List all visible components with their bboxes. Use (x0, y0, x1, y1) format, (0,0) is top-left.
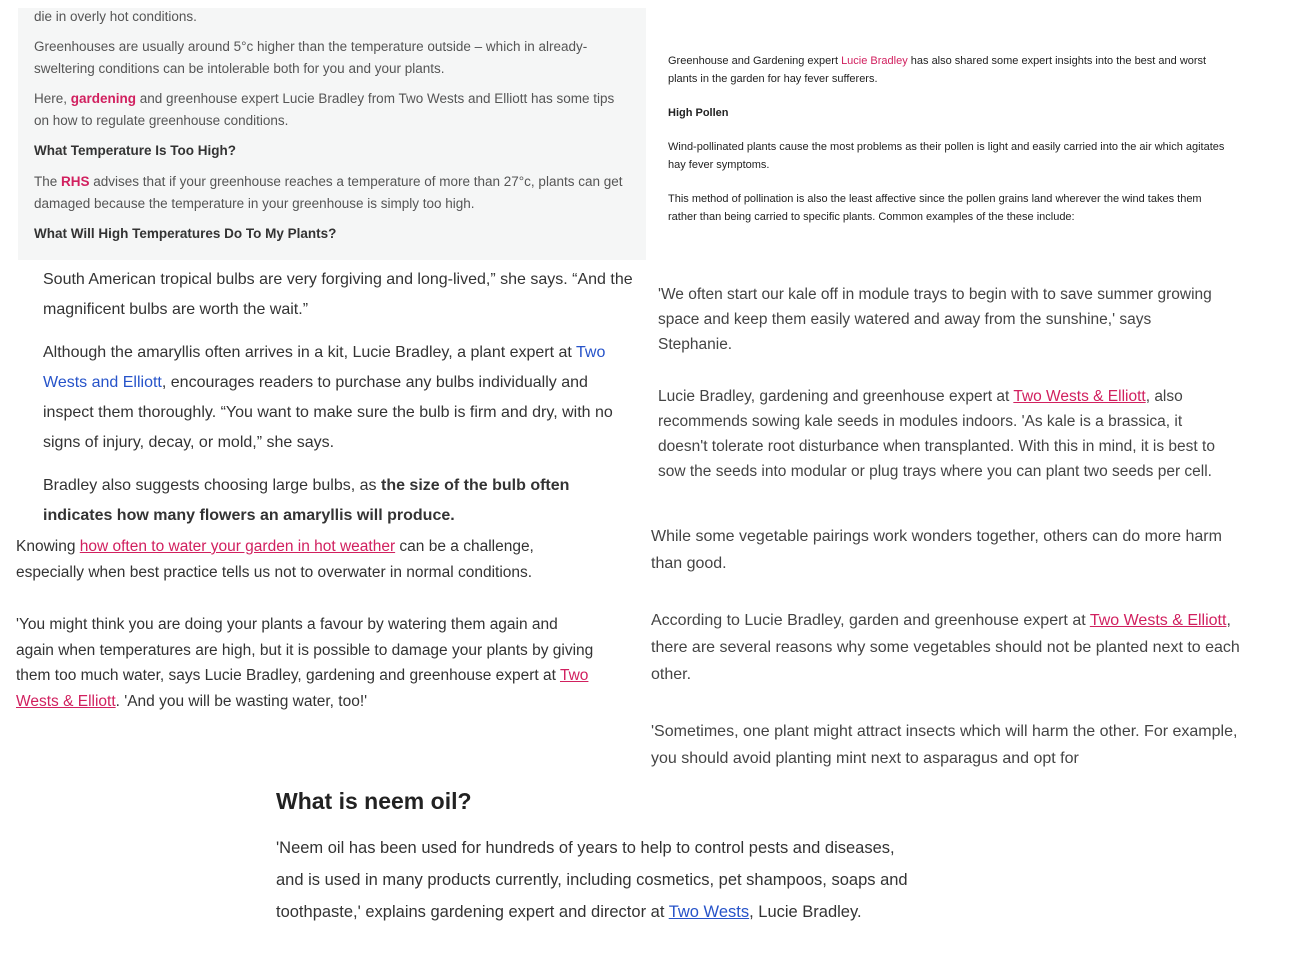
section-heading: What is neem oil? (276, 788, 472, 814)
article-excerpt-neem-oil (276, 784, 916, 928)
paragraph: According to Lucie Bradley, garden and greenhouse expert at Two Wests & Elliott, there are several reasons why some vegetables should not be planted next to each other. (651, 612, 1240, 683)
two-wests-elliott-link[interactable]: Two Wests & Elliott (1089, 612, 1227, 629)
paragraph: 'Neem oil has been used for hundreds of years to help to control pests and diseases, and is used in many products currently, including cosmetics, pet shampoos, soaps and toothpaste,' explains gardening expert and director at Two Wests, Lucie Bradley. (276, 839, 908, 921)
paragraph: While some vegetable pairings work wonders together, others can do more harm than good. (651, 528, 1222, 572)
paragraph: Knowing how often to water your garden in hot weather can be a challenge, especially when best practice tells us not to overwater in normal conditions. (16, 538, 534, 581)
subheading: What Will High Temperatures Do To My Plants? (34, 226, 337, 241)
rhs-link[interactable]: RHS (61, 174, 90, 189)
article-excerpt-watering (16, 534, 596, 741)
paragraph: This method of pollination is also the least affective since the pollen grains land wherever the wind takes them rather than being carried to specific plants. Common examples of the these include: (668, 193, 1202, 223)
paragraph: Wind-pollinated plants cause the most problems as their pollen is light and easily carried into the air which agitates hay fever symptoms. (668, 141, 1225, 171)
paragraph: Bradley also suggests choosing large bulbs, as the size of the bulb often indicates how many flowers an amaryllis will produce. (43, 477, 570, 524)
article-excerpt-amaryllis (43, 265, 643, 544)
lucie-bradley-link[interactable]: Lucie Bradley (841, 55, 908, 67)
paragraph: 'We often start our kale off in module trays to begin with to save summer growing space and keep them easily watered and away from the sunshine,' says Stephanie. (658, 286, 1212, 353)
paragraph: die in overly hot conditions. (34, 9, 197, 24)
article-excerpt-hay-fever (668, 52, 1228, 242)
paragraph: Lucie Bradley, gardening and greenhouse expert at Two Wests & Elliott, also recommends sowing kale seeds in modules indoors. 'As kale is a brassica, it doesn't tolerate root disturbance when transplanted. With this in mind, it is best to sow the seeds into modular or plug trays where you can plant two seeds per cell. (658, 388, 1215, 480)
subheading: What Temperature Is Too High? (34, 143, 237, 158)
article-excerpt-greenhouse-temperature (18, 8, 646, 260)
two-wests-elliott-link[interactable]: Two Wests & Elliott (16, 667, 589, 710)
paragraph: 'You might think you are doing your plants a favour by watering them again and again when temperatures are high, but it is possible to damage your plants by giving them too much water, says Lucie Bradley, gardening and greenhouse expert at Two Wests & Elliott. 'And you will be wasting water, too!' (16, 616, 594, 710)
paragraph: Although the amaryllis often arrives in a kit, Lucie Bradley, a plant expert at Two Wests and Elliott, encourages readers to purchase any bulbs individually and inspect them thoroughly. “You want to make sure the bulb is firm and dry, with no signs of injury, decay, or mold,” she says. (43, 344, 613, 451)
paragraph: Here, gardening and greenhouse expert Lucie Bradley from Two Wests and Elliott has some tips on how to regulate greenhouse conditions. (34, 91, 615, 128)
paragraph: The RHS advises that if your greenhouse reaches a temperature of more than 27°c, plants can get damaged because the temperature in your greenhouse is simply too high. (34, 174, 623, 211)
paragraph: Greenhouses are usually around 5°c higher than the temperature outside – which in already-sweltering conditions can be intolerable both for you and your plants. (34, 39, 588, 76)
gardening-link[interactable]: gardening (70, 91, 137, 106)
subheading: High Pollen (668, 107, 729, 119)
paragraph: South American tropical bulbs are very forgiving and long-lived,” she says. “And the magnificent bulbs are worth the wait.” (43, 271, 633, 318)
two-wests-and-elliott-link[interactable]: Two Wests and Elliott (43, 344, 606, 391)
article-excerpt-kale (658, 282, 1228, 511)
paragraph: Greenhouse and Gardening expert Lucie Bradley has also shared some expert insights into the best and worst plants in the garden for hay fever sufferers. (668, 55, 1207, 85)
article-excerpt-companion-planting (651, 523, 1251, 802)
paragraph: 'Sometimes, one plant might attract insects which will harm the other. For example, you should avoid planting mint next to asparagus and opt for (651, 723, 1238, 767)
two-wests-link[interactable]: Two Wests (668, 903, 750, 921)
two-wests-elliott-link[interactable]: Two Wests & Elliott (1013, 388, 1146, 405)
watering-hot-weather-link[interactable]: how often to water your garden in hot weather (79, 538, 396, 555)
